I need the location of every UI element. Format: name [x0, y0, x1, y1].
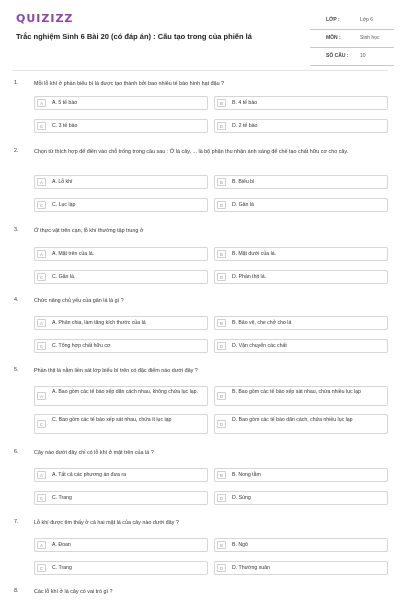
question-number: 4.	[14, 297, 19, 303]
option-letter-badge: B	[217, 319, 226, 327]
option-letter-badge: D	[217, 201, 226, 209]
answer-option-b[interactable]	[214, 316, 388, 330]
option-letter-badge: A	[37, 471, 46, 479]
option-text: B. Mặt dưới của lá.	[232, 251, 277, 257]
option-text: A. Tất cả các phương án đưa ra	[52, 472, 126, 478]
option-letter-badge: D	[217, 273, 226, 281]
option-text: B. 4 tế bào	[232, 100, 258, 106]
answer-option-c[interactable]	[34, 491, 208, 505]
info-key: SỐ CÂU :	[326, 53, 349, 59]
question-text: Các lỗ khí ở lá cây có vai trò gì ?	[34, 589, 113, 595]
option-letter-badge: C	[37, 201, 46, 209]
option-text: A. 5 tế bào	[52, 100, 78, 106]
info-key: MÔN :	[326, 35, 341, 41]
answer-option-d[interactable]	[214, 270, 388, 284]
option-letter-badge: A	[37, 99, 46, 107]
option-letter-badge: A	[37, 392, 46, 400]
answer-option-a[interactable]	[34, 538, 208, 552]
info-row-subject	[310, 32, 394, 48]
question-number: 8.	[14, 588, 19, 594]
question-text: Cây nào dưới đây chỉ có lỗ khí ở mặt trên của lá ?	[34, 450, 154, 456]
option-letter-badge: C	[37, 564, 46, 572]
option-letter-badge: A	[37, 319, 46, 327]
option-text: C. Gân lá.	[52, 274, 76, 280]
option-text: C. Tổng hợp chất hữu cơ	[52, 343, 111, 349]
option-letter-badge: D	[217, 494, 226, 502]
option-letter-badge: B	[217, 178, 226, 186]
option-letter-badge: D	[217, 420, 226, 428]
option-text: D. 2 tế bào	[232, 123, 258, 129]
option-text: A. Phân chia, làm tăng kích thước của lá	[52, 320, 146, 326]
worksheet-title: Trắc nghiệm Sinh 6 Bài 20 (có đáp án) : Cấu tạo trong của phiến lá	[16, 32, 252, 41]
answer-option-c[interactable]	[34, 119, 208, 133]
answer-option-b[interactable]	[214, 247, 388, 261]
option-letter-badge: A	[37, 250, 46, 258]
answer-option-a[interactable]	[34, 247, 208, 261]
info-value: Lớp 6	[360, 17, 374, 23]
answer-option-a[interactable]	[34, 175, 208, 189]
question-text: Chức năng chủ yếu của gân lá là gì ?	[34, 298, 124, 304]
answer-option-c[interactable]	[34, 339, 208, 353]
answer-option-a[interactable]	[34, 386, 208, 406]
option-letter-badge: B	[217, 392, 226, 400]
question-number: 2.	[14, 148, 19, 154]
option-text: C. 3 tế bào	[52, 123, 78, 129]
answer-option-c[interactable]	[34, 198, 208, 212]
option-text: A. Đoan	[52, 542, 71, 548]
answer-option-c[interactable]	[34, 561, 208, 575]
info-row-grade	[310, 14, 394, 30]
info-panel	[310, 14, 394, 68]
option-letter-badge: C	[37, 273, 46, 281]
answer-option-b[interactable]	[214, 386, 388, 406]
question-number: 6.	[14, 449, 19, 455]
option-letter-badge: C	[37, 420, 46, 428]
option-letter-badge: D	[217, 342, 226, 350]
option-letter-badge: C	[37, 122, 46, 130]
quizizz-logo: QUIZIZZ	[16, 12, 74, 25]
info-value: 10	[360, 53, 366, 59]
option-letter-badge: D	[217, 564, 226, 572]
question-text: Lỗ khí được tìm thấy ở cả hai mặt lá của cây nào dưới đây ?	[34, 520, 179, 526]
info-row-count	[310, 50, 394, 66]
worksheet-header	[0, 0, 400, 68]
option-text: D. Gân lá	[232, 202, 254, 208]
option-text: D. Súng	[232, 495, 251, 501]
question-number: 3.	[14, 227, 19, 233]
option-text: D. Bao gồm các tế bào dãn cách, chứa nhiều lục lạp	[232, 417, 353, 423]
option-letter-badge: A	[37, 178, 46, 186]
answer-option-d[interactable]	[214, 491, 388, 505]
option-letter-badge: C	[37, 494, 46, 502]
question-text: Mỗi lỗ khí ở phần biểu bì lá được tạo thành bởi bao nhiêu tế bào hình hạt đậu ?	[34, 81, 225, 87]
answer-option-b[interactable]	[214, 175, 388, 189]
option-letter-badge: B	[217, 250, 226, 258]
answer-option-d[interactable]	[214, 339, 388, 353]
option-text: D. Thường xuân	[232, 565, 270, 571]
option-text: B. Bảo vệ, che chở cho lá	[232, 320, 292, 326]
answer-option-d[interactable]	[214, 561, 388, 575]
question-text: Ở thực vật trên cạn, lỗ khí thường tập trung ở	[34, 228, 144, 234]
question-number: 7.	[14, 519, 19, 525]
answer-option-b[interactable]	[214, 468, 388, 482]
option-text: D. Vận chuyển các chất	[232, 343, 287, 349]
answer-option-a[interactable]	[34, 96, 208, 110]
question-number: 1.	[14, 80, 19, 86]
option-text: C. Bao gồm các tế bào xếp sát nhau, chứa ít lục lạp	[52, 417, 172, 423]
option-text: C. Trang	[52, 565, 72, 571]
question-text: Phần thịt lá nằm liền sát lớp biểu bì trên có đặc điểm nào dưới đây ?	[34, 368, 198, 374]
option-text: A. Lỗ khí	[52, 179, 73, 185]
answer-option-c[interactable]	[34, 414, 208, 434]
option-text: A. Bao gồm các tế bào xếp dãn cách nhau, không chứa lục lạp.	[52, 389, 198, 395]
option-text: A. Mặt trên của lá.	[52, 251, 95, 257]
option-text: B. Bao gồm các tế bào xếp sát nhau, chứa nhiều lục lạp	[232, 389, 361, 395]
option-text: C. Lục lạp	[52, 202, 76, 208]
header-divider	[12, 70, 388, 71]
answer-option-d[interactable]	[214, 119, 388, 133]
option-letter-badge: C	[37, 342, 46, 350]
option-letter-badge: A	[37, 541, 46, 549]
option-text: B. Biểu bì	[232, 179, 255, 185]
answer-option-a[interactable]	[34, 468, 208, 482]
answer-option-d[interactable]	[214, 414, 388, 434]
option-letter-badge: D	[217, 122, 226, 130]
answer-option-b[interactable]	[214, 96, 388, 110]
option-text: D. Phần thịt lá.	[232, 274, 267, 280]
option-text: B. Ngô	[232, 542, 248, 548]
option-letter-badge: B	[217, 541, 226, 549]
answer-option-d[interactable]	[214, 198, 388, 212]
answer-option-c[interactable]	[34, 270, 208, 284]
info-value: Sinh học	[360, 35, 380, 41]
answer-option-a[interactable]	[34, 316, 208, 330]
option-text: B. Nong tằm	[232, 472, 261, 478]
option-letter-badge: B	[217, 99, 226, 107]
question-number: 5.	[14, 367, 19, 373]
question-text: Chọn từ thích hợp để điền vào chỗ trống trong câu sau : Ở lá cây, ... là bộ phận thu nhận ánh sáng để chế tạo chất hữu cơ cho cây.	[34, 149, 349, 155]
option-text: C. Trang	[52, 495, 72, 501]
option-letter-badge: B	[217, 471, 226, 479]
answer-option-b[interactable]	[214, 538, 388, 552]
info-key: LỚP :	[326, 17, 340, 23]
